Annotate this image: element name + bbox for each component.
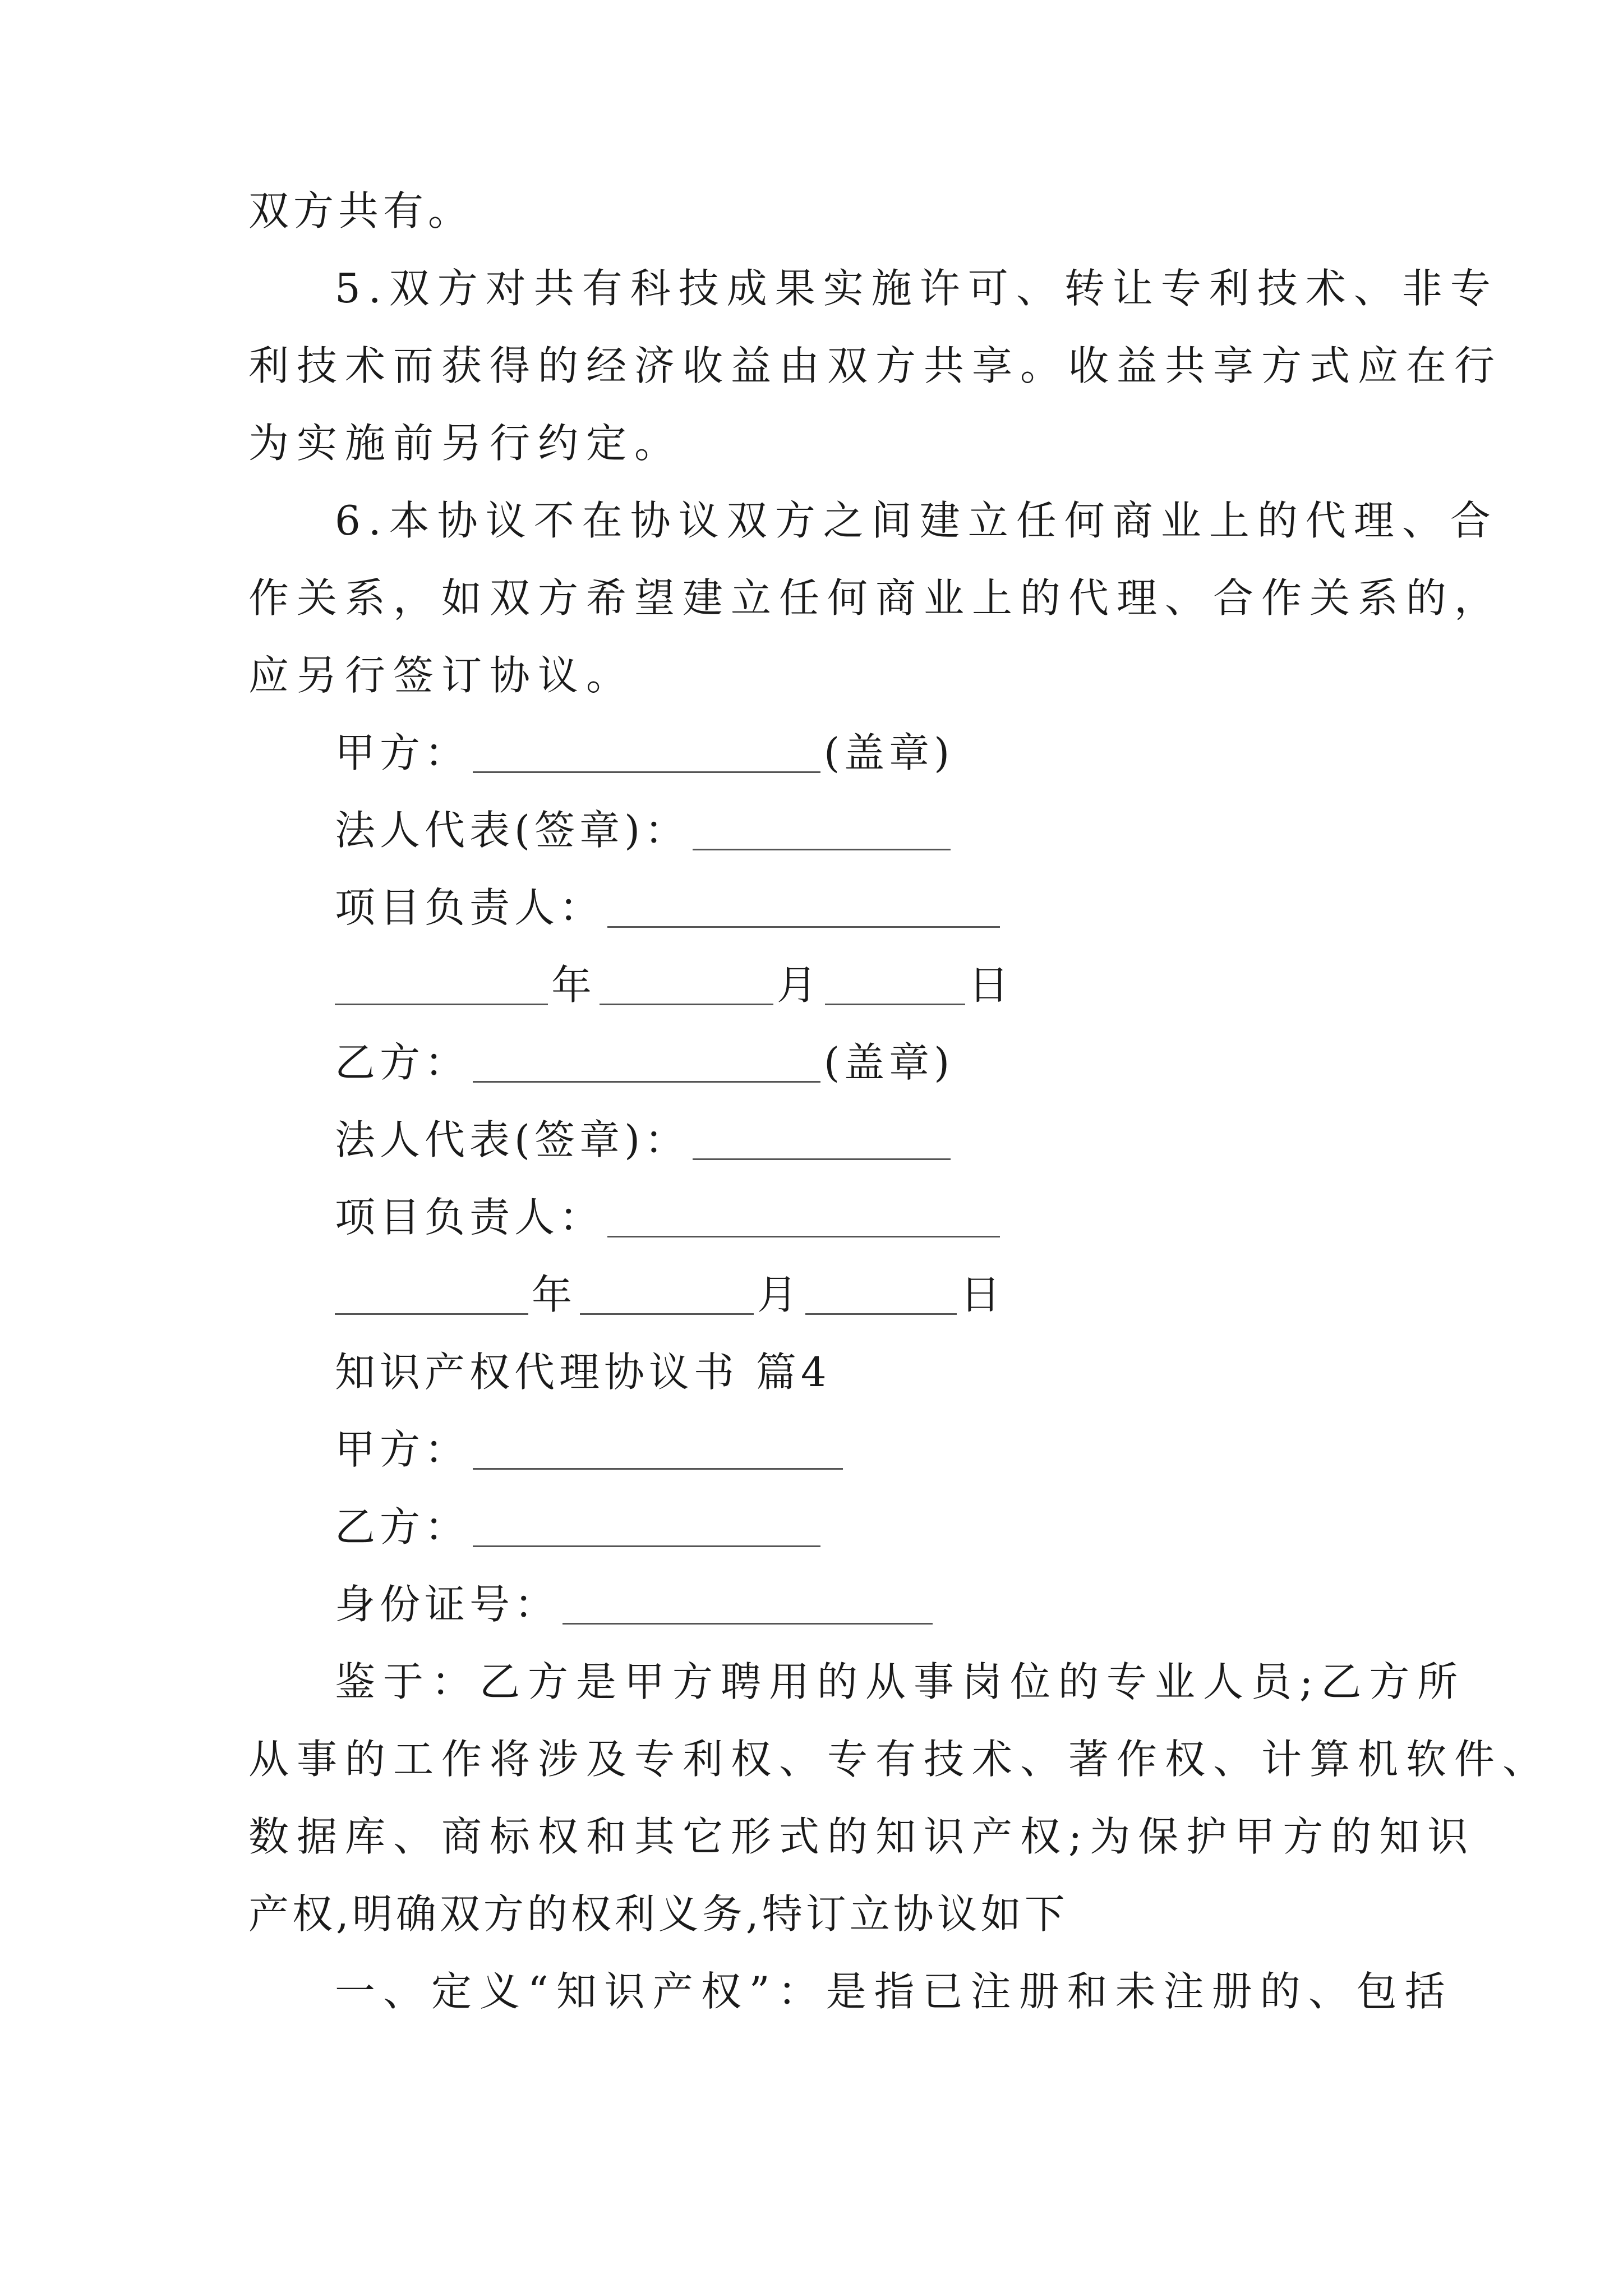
definition-line: 一、定义“知识产权”：是指已注册和未注册的、包括 [335,1968,1453,2015]
paragraph-line: 从事的工作将涉及专利权、专有技术、著作权、计算机软件、 [248,1736,1551,1783]
party-b-legal-rep-row [335,1116,954,1163]
id-number-label: 身份证号： [335,1581,560,1628]
paragraph-line: 6.本协议不在协议双方之间建立任何商业上的代理、合 [335,497,1498,544]
paragraph-line: 应另行签订协议。 [248,652,635,699]
party-a-blank[interactable] [473,1433,843,1470]
id-number-blank[interactable] [562,1588,933,1625]
party-a-label: 甲方： [335,1426,470,1473]
day-label: 日 [969,961,1014,1009]
party-a-project-lead-row [335,884,1003,931]
party-a-seal: (盖章) [824,729,955,776]
paragraph-line: 利技术而获得的经济收益由双方共享。收益共享方式应在行 [248,342,1503,389]
year-blank[interactable] [335,969,548,1005]
id-number-row [335,1581,936,1628]
party-a-row [335,729,955,776]
paragraph-line: 产权,明确双方的权利义务,特订立协议如下 [248,1890,1068,1938]
legal-rep-label: 法人代表(签章)： [335,807,690,854]
year-label: 年 [532,1271,577,1318]
party-b-row [335,1039,955,1086]
party-b-label: 乙方： [335,1039,470,1086]
project-lead-blank[interactable] [607,891,1000,928]
legal-rep-blank[interactable] [693,1124,951,1160]
legal-rep-blank[interactable] [693,814,951,850]
section4-party-b-row [335,1503,824,1550]
party-b-date-row [335,1271,1006,1318]
day-blank[interactable] [825,969,965,1005]
party-b-project-lead-row [335,1194,1003,1241]
project-lead-label: 项目负责人： [335,1194,605,1241]
day-blank[interactable] [805,1278,957,1315]
month-blank[interactable] [600,969,773,1005]
month-blank[interactable] [580,1278,754,1315]
party-b-label: 乙方： [335,1503,470,1550]
party-a-blank[interactable] [473,737,820,773]
section-heading: 知识产权代理协议书 篇4 [335,1349,831,1396]
month-label: 月 [777,961,822,1009]
project-lead-blank[interactable] [607,1201,1000,1237]
paragraph-line: 为实施前另行约定。 [248,420,683,467]
party-b-seal: (盖章) [824,1039,955,1086]
section4-party-a-row [335,1426,846,1473]
month-label: 月 [757,1271,803,1318]
party-a-legal-rep-row [335,807,954,854]
party-a-date-row [335,961,1014,1009]
year-blank[interactable] [335,1278,528,1315]
paragraph-line: 鉴于：乙方是甲方聘用的从事岗位的专业人员;乙方所 [335,1658,1466,1705]
paragraph-line: 5.双方对共有科技成果实施许可、转让专利技术、非专 [335,265,1498,312]
party-b-blank[interactable] [473,1046,820,1083]
party-b-blank[interactable] [473,1511,820,1547]
paragraph-line: 数据库、商标权和其它形式的知识产权;为保护甲方的知识 [248,1813,1476,1860]
legal-rep-label: 法人代表(签章)： [335,1116,690,1163]
project-lead-label: 项目负责人： [335,884,605,931]
paragraph-line: 双方共有。 [248,187,473,234]
party-a-label: 甲方： [335,729,470,776]
year-label: 年 [551,961,597,1009]
day-label: 日 [960,1271,1006,1318]
paragraph-line: 作关系，如双方希望建立任何商业上的代理、合作关系的， [248,574,1503,622]
